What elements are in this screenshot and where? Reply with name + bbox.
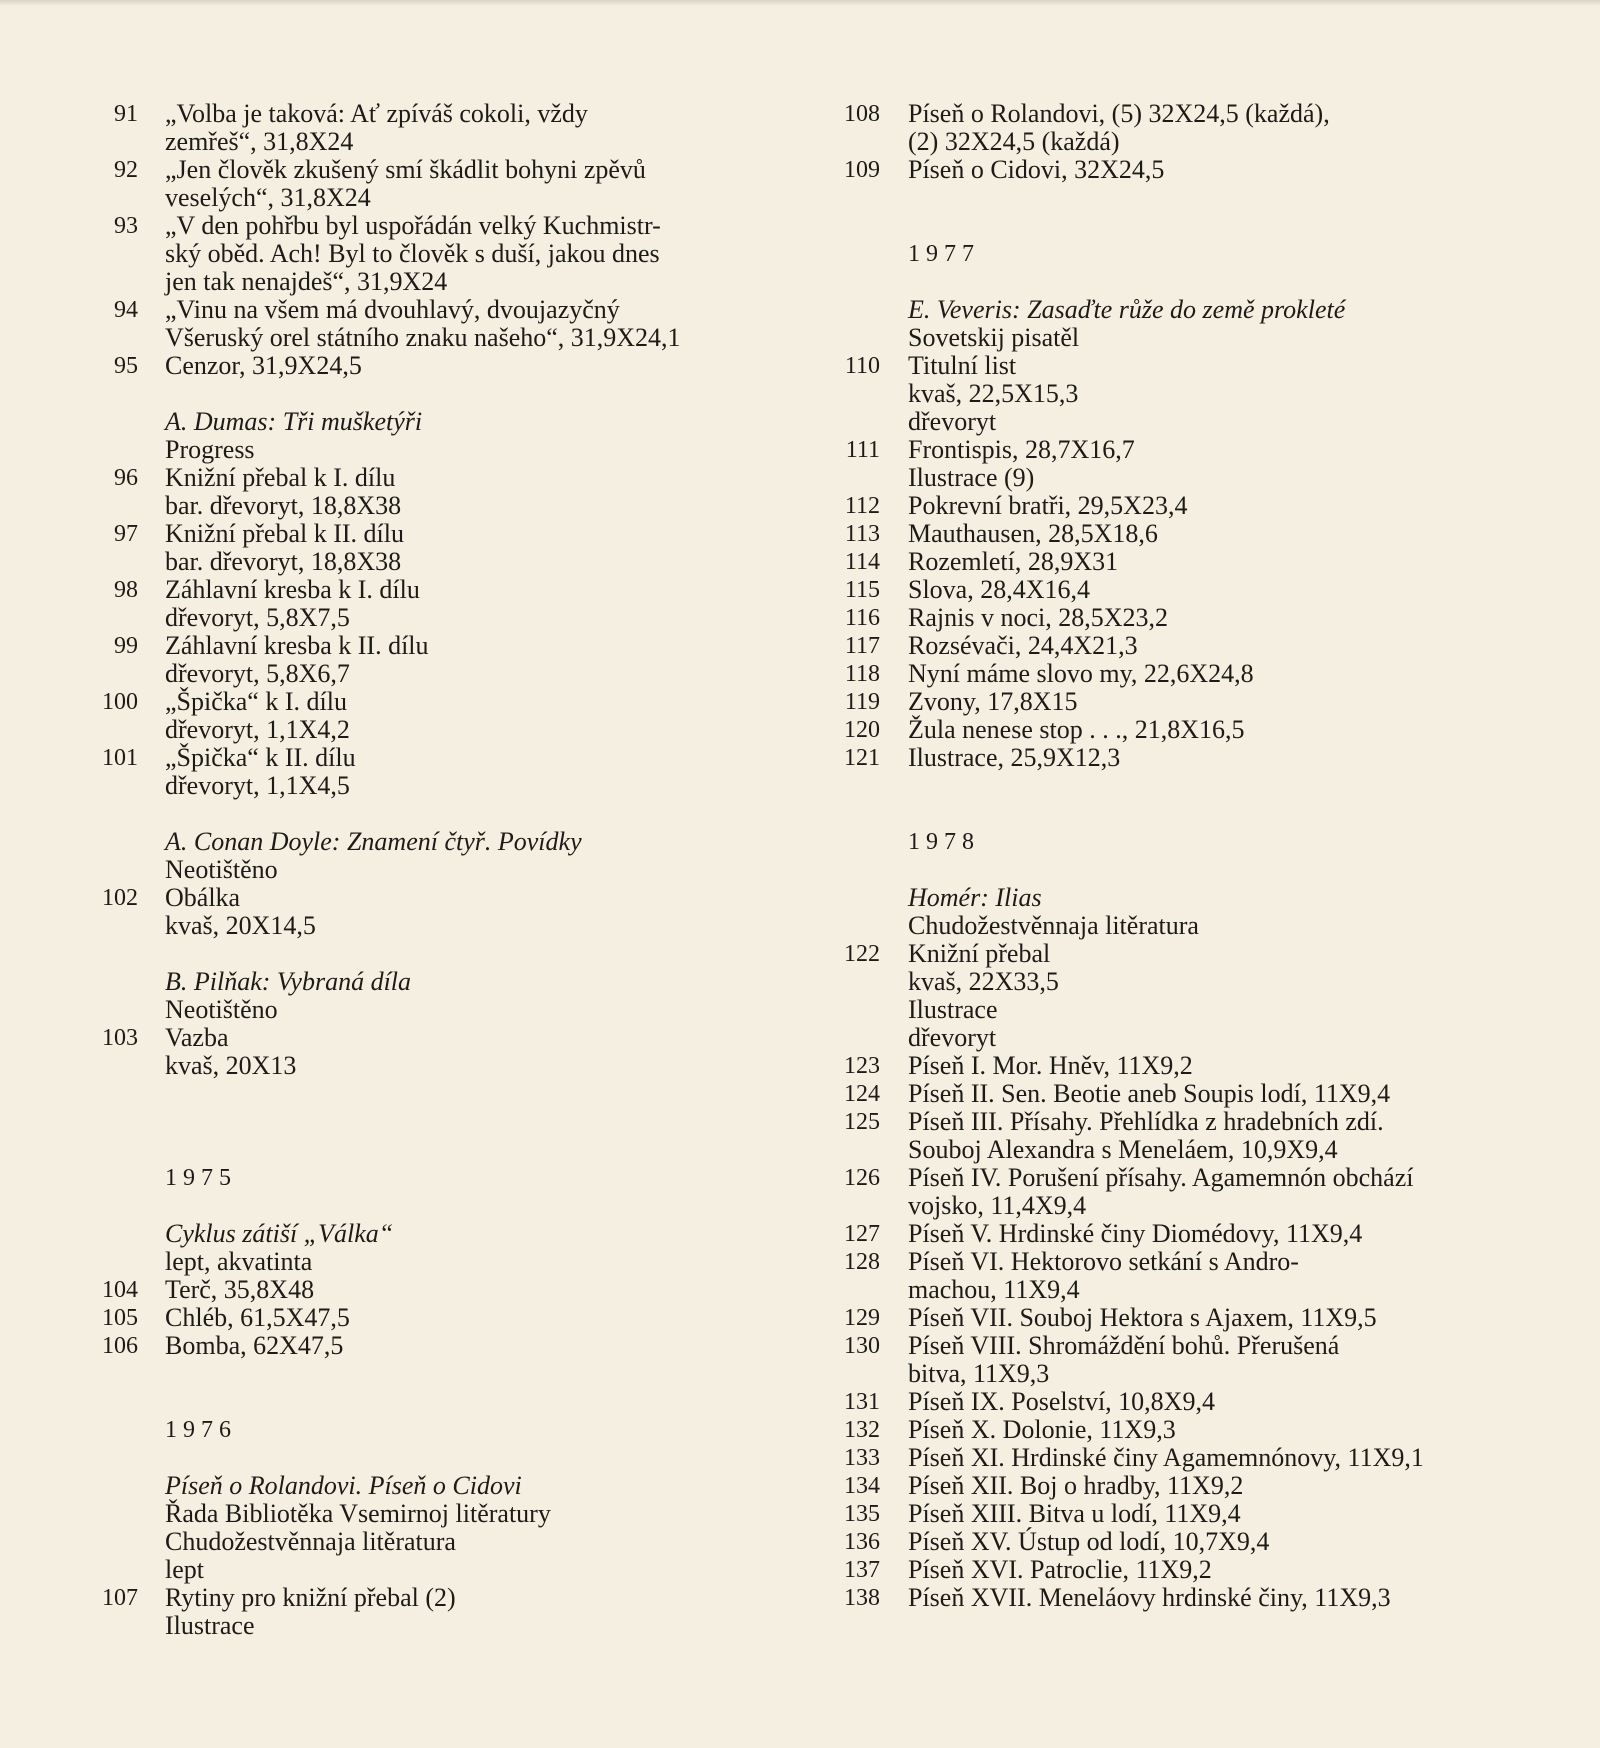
veveris-title: E. Veveris: Zasaďte růže do země prokleté [908,295,1346,324]
catalogue-entry-line [80,1024,780,1052]
veveris-entries [820,352,1560,772]
catalogue-entry-line [80,688,780,716]
catalogue-text: zemřeš“, 31,8X24 [165,127,354,156]
catalogue-entry-line [820,744,1560,772]
catalogue-text: ský oběd. Ach! Byl to člověk s duší, jakou dnes [165,239,660,268]
pilnak-title: B. Pilňak: Vybraná díla [165,967,412,996]
catalogue-number: 126 [844,1165,880,1191]
catalogue-text: Ilustrace [165,1611,255,1640]
homer-title: Homér: Ilias [908,883,1042,912]
catalogue-entry-line [820,436,1560,464]
catalogue-number: 112 [844,493,880,519]
catalogue-entry-line [80,1304,780,1332]
catalogue-entry-line [80,492,780,520]
pilnak-note: Neotištěno [165,995,278,1024]
catalogue-text: Žula nenese stop . . ., 21,8X16,5 [908,715,1245,744]
catalogue-entry-line [820,1416,1560,1444]
catalogue-entry-line [820,408,1560,436]
doyle-title: A. Conan Doyle: Znamení čtyř. Povídky [165,827,582,856]
catalogue-number: 124 [844,1081,880,1107]
catalogue-number: 103 [102,1025,138,1051]
catalogue-text: Píseň IX. Poselství, 10,8X9,4 [908,1387,1215,1416]
catalogue-number: 129 [844,1305,880,1331]
catalogue-entry-line [80,632,780,660]
catalogue-number: 109 [844,157,880,183]
catalogue-text: Ilustrace [908,995,998,1024]
catalogue-text: Vazba [165,1023,229,1052]
catalogue-text: Píseň XIII. Bitva u lodí, 11X9,4 [908,1499,1241,1528]
catalogue-text: Píseň o Cidovi, 32X24,5 [908,155,1165,184]
catalogue-text: vojsko, 11,4X9,4 [908,1191,1087,1220]
catalogue-number: 137 [844,1557,880,1583]
catalogue-number: 113 [844,521,880,547]
year-1976-heading: 1976 [165,1417,237,1443]
catalogue-entry-line [820,1080,1560,1108]
catalogue-entry-line [80,268,780,296]
veveris-publisher: Sovetskij pisatěl [908,323,1080,352]
catalogue-text: Píseň XII. Boj o hradby, 11X9,2 [908,1471,1244,1500]
catalogue-entry-line [820,1304,1560,1332]
catalogue-text: dřevoryt, 5,8X6,7 [165,659,350,688]
catalogue-entry-line [80,520,780,548]
catalogue-text: dřevoryt [908,407,997,436]
catalogue-entry-line [80,1584,780,1612]
catalogue-entry-line [820,1360,1560,1388]
catalogue-number: 93 [114,213,138,239]
catalogue-text: kvaš, 20X14,5 [165,911,316,940]
dumas-title: A. Dumas: Tři mušketýři [165,407,423,436]
catalogue-entry-line [80,128,780,156]
catalogue-entry-line [80,100,780,128]
roland-info-2: Chudožestvěnnaja litěratura [165,1527,456,1556]
catalogue-entry-line [820,1556,1560,1584]
catalogue-number: 100 [102,689,138,715]
roland-title: Píseň o Rolandovi. Píseň o Cidovi [165,1471,522,1500]
catalogue-text: bitva, 11X9,3 [908,1359,1050,1388]
catalogue-text: Ilustrace, 25,9X12,3 [908,743,1121,772]
catalogue-entry-line [80,1612,780,1640]
homer-entries [820,940,1560,1612]
catalogue-text: Píseň o Rolandovi, (5) 32X24,5 (každá), [908,99,1330,128]
roland-entries [80,1584,780,1640]
roland-info-1: Řada Bibliotěka Vsemirnoj litěratury [165,1499,551,1528]
catalogue-number: 136 [844,1529,880,1555]
catalogue-text: „Volba je taková: Ať zpíváš cokoli, vždy [165,99,588,128]
catalogue-entry-line [80,912,780,940]
catalogue-number: 133 [844,1445,880,1471]
catalogue-entry-line [820,1388,1560,1416]
catalogue-text: Titulní list [908,351,1017,380]
catalogue-number: 117 [844,633,880,659]
catalogue-entry-line [80,660,780,688]
catalogue-entry-line [820,632,1560,660]
catalogue-text: Rozsévači, 24,4X21,3 [908,631,1138,660]
catalogue-number: 111 [845,437,880,463]
catalogue-text: Píseň XVII. Meneláovy hrdinské činy, 11X9,3 [908,1583,1391,1612]
catalogue-number: 92 [114,157,138,183]
entries-91-95 [80,100,780,380]
catalogue-number: 108 [844,101,880,127]
catalogue-number: 118 [844,661,880,687]
page-edge [0,0,1600,6]
catalogue-text: Souboj Alexandra s Meneláem, 10,9X9,4 [908,1135,1338,1164]
catalogue-entry-line [820,604,1560,632]
catalogue-entry-line [80,604,780,632]
catalogue-number: 130 [844,1333,880,1359]
catalogue-text: Píseň VIII. Shromáždění bohů. Přerušená [908,1331,1340,1360]
catalogue-entry-line [820,548,1560,576]
catalogue-entry-line [820,940,1560,968]
valka-title: Cyklus zátiší „Válka“ [165,1219,394,1248]
catalogue-entry-line [820,1108,1560,1136]
catalogue-text: jen tak nenajdeš“, 31,9X24 [165,267,448,296]
catalogue-text: Píseň I. Mor. Hněv, 11X9,2 [908,1051,1193,1080]
catalogue-text: Zvony, 17,8X15 [908,687,1078,716]
catalogue-entry-line [820,1332,1560,1360]
catalogue-text: dřevoryt, 1,1X4,2 [165,715,350,744]
catalogue-number: 102 [102,885,138,911]
pilnak-entries [80,1024,780,1080]
catalogue-text: Cenzor, 31,9X24,5 [165,351,362,380]
catalogue-number: 110 [844,353,880,379]
year-1975-heading: 1975 [165,1165,237,1191]
catalogue-entry-line [820,1052,1560,1080]
catalogue-text: Bomba, 62X47,5 [165,1331,344,1360]
catalogue-entry-line [820,1248,1560,1276]
catalogue-number: 123 [844,1053,880,1079]
catalogue-text: „V den pohřbu byl uspořádán velký Kuchmistr- [165,211,661,240]
catalogue-entry-line [80,576,780,604]
catalogue-number: 99 [114,633,138,659]
catalogue-entry-line [80,296,780,324]
catalogue-text: Píseň VII. Souboj Hektora s Ajaxem, 11X9,5 [908,1303,1377,1332]
catalogue-text: veselých“, 31,8X24 [165,183,371,212]
catalogue-number: 132 [844,1417,880,1443]
catalogue-text: Píseň VI. Hektorovo setkání s Andro- [908,1247,1299,1276]
catalogue-text: Frontispis, 28,7X16,7 [908,435,1135,464]
roland-info-3: lept [165,1555,204,1584]
catalogue-text: Píseň IV. Porušení přísahy. Agamemnón obchází [908,1163,1414,1192]
catalogue-entry-line [80,1276,780,1304]
catalogue-text: Všeruský orel státního znaku našeho“, 31,9X24,1 [165,323,681,352]
catalogue-number: 95 [114,353,138,379]
catalogue-number: 94 [114,297,138,323]
catalogue-text: dřevoryt, 5,8X7,5 [165,603,350,632]
catalogue-entry-line [80,1052,780,1080]
catalogue-number: 104 [102,1277,138,1303]
catalogue-entry-line [820,576,1560,604]
catalogue-number: 127 [844,1221,880,1247]
catalogue-entry-line [80,212,780,240]
catalogue-entry-line [820,380,1560,408]
catalogue-text: Píseň XV. Ústup od lodí, 10,7X9,4 [908,1527,1270,1556]
catalogue-number: 135 [844,1501,880,1527]
catalogue-number: 97 [114,521,138,547]
catalogue-text: Rytiny pro knižní přebal (2) [165,1583,456,1612]
catalogue-entry-line [80,324,780,352]
valka-technique: lept, akvatinta [165,1247,313,1276]
catalogue-entry-line [820,688,1560,716]
catalogue-entry-line [820,1472,1560,1500]
catalogue-number: 101 [102,745,138,771]
catalogue-number: 128 [844,1249,880,1275]
catalogue-text: bar. dřevoryt, 18,8X38 [165,547,402,576]
catalogue-text: Píseň XVI. Patroclie, 11X9,2 [908,1555,1212,1584]
homer-publisher: Chudožestvěnnaja litěratura [908,911,1199,940]
catalogue-entry-line [820,1500,1560,1528]
catalogue-text: „Špička“ k II. dílu [165,743,356,772]
catalogue-text: Nyní máme slovo my, 22,6X24,8 [908,659,1254,688]
catalogue-number: 91 [114,101,138,127]
catalogue-text: Knižní přebal [908,939,1051,968]
valka-entries [80,1276,780,1360]
catalogue-entry-line [820,1024,1560,1052]
catalogue-text: kvaš, 22X33,5 [908,967,1059,996]
dumas-entries [80,464,780,800]
left-column [80,100,780,1640]
catalogue-text: kvaš, 20X13 [165,1051,297,1080]
catalogue-number: 134 [844,1473,880,1499]
catalogue-entry-line [820,464,1560,492]
catalogue-number: 138 [844,1585,880,1611]
catalogue-entry-line [80,352,780,380]
catalogue-entry-line [820,1164,1560,1192]
doyle-entries [80,884,780,940]
catalogue-text: dřevoryt, 1,1X4,5 [165,771,350,800]
catalogue-entry-line [80,744,780,772]
catalogue-text: Rajnis v noci, 28,5X23,2 [908,603,1168,632]
catalogue-entry-line [820,1192,1560,1220]
catalogue-entry-line [80,884,780,912]
catalogue-text: Mauthausen, 28,5X18,6 [908,519,1158,548]
catalogue-entry-line [820,1528,1560,1556]
catalogue-entry-line [80,464,780,492]
catalogue-entry-line [80,772,780,800]
catalogue-text: machou, 11X9,4 [908,1275,1080,1304]
catalogue-text: kvaš, 22,5X15,3 [908,379,1079,408]
entries-108-109 [820,100,1560,184]
catalogue-text: Pokrevní bratři, 29,5X23,4 [908,491,1188,520]
catalogue-entry-line [820,492,1560,520]
catalogue-entry-line [820,716,1560,744]
year-1978-heading: 1978 [908,829,980,855]
catalogue-text: „Vinu na všem má dvouhlavý, dvoujazyčný [165,295,620,324]
catalogue-number: 120 [844,717,880,743]
catalogue-text: Píseň V. Hrdinské činy Diomédovy, 11X9,4 [908,1219,1363,1248]
catalogue-entry-line [820,128,1560,156]
catalogue-text: Záhlavní kresba k II. dílu [165,631,429,660]
catalogue-text: Píseň X. Dolonie, 11X9,3 [908,1415,1176,1444]
catalogue-text: Rozemletí, 28,9X31 [908,547,1119,576]
dumas-publisher: Progress [165,435,255,464]
catalogue-text: Knižní přebal k II. dílu [165,519,404,548]
catalogue-entry-line [80,716,780,744]
catalogue-entry-line [820,1220,1560,1248]
catalogue-number: 121 [844,745,880,771]
catalogue-entry-line [820,660,1560,688]
catalogue-text: „Jen člověk zkušený smí škádlit bohyni zpěvů [165,155,646,184]
catalogue-entry-line [820,968,1560,996]
catalogue-entry-line [80,1332,780,1360]
catalogue-text: Obálka [165,883,241,912]
catalogue-text: Píseň III. Přísahy. Přehlídka z hradebních zdí. [908,1107,1384,1136]
catalogue-number: 114 [844,549,880,575]
catalogue-entry-line [80,156,780,184]
catalogue-entry-line [820,1276,1560,1304]
catalogue-text: Terč, 35,8X48 [165,1275,315,1304]
catalogue-number: 96 [114,465,138,491]
catalogue-number: 115 [844,577,880,603]
catalogue-text: Ilustrace (9) [908,463,1035,492]
catalogue-entry-line [820,996,1560,1024]
catalogue-entry-line [820,1584,1560,1612]
catalogue-text: dřevoryt [908,1023,997,1052]
catalogue-text: Chléb, 61,5X47,5 [165,1303,350,1332]
catalogue-number: 125 [844,1109,880,1135]
catalogue-entry-line [820,1444,1560,1472]
catalogue-number: 105 [102,1305,138,1331]
catalogue-entry-line [80,548,780,576]
catalogue-entry-line [820,1136,1560,1164]
catalogue-entry-line [80,184,780,212]
catalogue-number: 98 [114,577,138,603]
catalogue-number: 119 [844,689,880,715]
catalogue-entry-line [820,100,1560,128]
catalogue-text: (2) 32X24,5 (každá) [908,127,1120,156]
right-column [820,100,1560,1612]
catalogue-text: bar. dřevoryt, 18,8X38 [165,491,402,520]
year-1977-heading: 1977 [908,241,980,267]
catalogue-number: 106 [102,1333,138,1359]
catalogue-entry-line [80,240,780,268]
catalogue-entry-line [820,352,1560,380]
catalogue-text: Píseň II. Sen. Beotie aneb Soupis lodí, 11X9,4 [908,1079,1391,1108]
catalogue-text: Záhlavní kresba k I. dílu [165,575,420,604]
catalogue-text: Slova, 28,4X16,4 [908,575,1090,604]
catalogue-number: 122 [844,941,880,967]
catalogue-text: Píseň XI. Hrdinské činy Agamemnónovy, 11X9,1 [908,1443,1424,1472]
catalogue-number: 116 [844,605,880,631]
catalogue-number: 107 [102,1585,138,1611]
catalogue-entry-line [820,156,1560,184]
doyle-note: Neotištěno [165,855,278,884]
catalogue-text: Knižní přebal k I. dílu [165,463,396,492]
catalogue-entry-line [820,520,1560,548]
catalogue-text: „Špička“ k I. dílu [165,687,347,716]
catalogue-number: 131 [844,1389,880,1415]
